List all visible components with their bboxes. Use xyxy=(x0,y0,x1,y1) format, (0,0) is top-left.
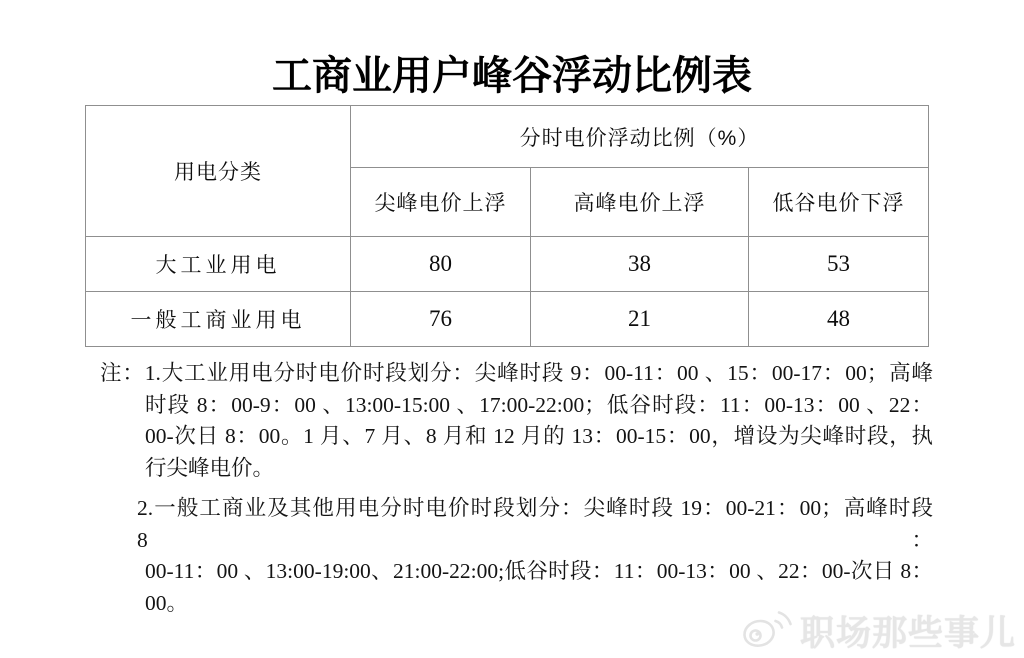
table-row xyxy=(86,237,929,292)
cell-value: 38 xyxy=(531,237,749,292)
table-row xyxy=(86,292,929,347)
watermark-text: 职场那些事儿 xyxy=(799,614,1016,653)
cell-value: 80 xyxy=(351,237,531,292)
table-header-row-group xyxy=(86,106,929,168)
note-line: 2.一般工商业及其他用电分时电价时段划分：尖峰时段 19：00-21：00；高峰时段 8： xyxy=(137,496,933,552)
cell-value: 48 xyxy=(749,292,929,347)
row-category-general-commercial: 一般工商业用电 xyxy=(86,292,351,347)
note-line xyxy=(100,358,933,390)
note-2 xyxy=(100,493,933,619)
note-text: 1.大工业用电分时电价时段划分：尖峰时段 9：00-11：00 、15：00-17：00；高峰 xyxy=(144,361,933,385)
note-line: 00。 xyxy=(145,590,189,615)
note-line: 00-11：00 、13:00-19:00、21:00-22:00;低谷时段：11：00-13：00 、22：00-次日 8： xyxy=(145,559,933,583)
header-peak-up: 高峰电价上浮 xyxy=(531,168,749,237)
cell-value: 76 xyxy=(351,292,531,347)
note-line: 00-次日 8：00。1 月、7 月、8 月和 12 月的 13：00-15：00，增设为尖峰时段，执 xyxy=(145,424,933,448)
weibo-watermark xyxy=(742,606,1016,656)
row-category-large-industry: 大工业用电 xyxy=(86,237,351,292)
header-tou-ratio-group: 分时电价浮动比例（%） xyxy=(351,106,929,168)
header-sharp-peak-up: 尖峰电价上浮 xyxy=(351,168,531,237)
peak-valley-ratio-table xyxy=(85,105,929,347)
cell-value: 53 xyxy=(749,237,929,292)
note-line: 时段 8：00-9：00 、13:00-15:00 、17:00-22:00；低谷时段：11：00-13：00 、22： xyxy=(145,392,933,417)
note-line: 行尖峰电价。 xyxy=(145,455,275,480)
footnotes xyxy=(100,358,933,619)
header-valley-down: 低谷电价下浮 xyxy=(749,168,929,237)
note-1 xyxy=(100,358,933,484)
cell-value: 21 xyxy=(531,292,749,347)
header-usage-category: 用电分类 xyxy=(86,106,351,237)
note-prefix: 注： xyxy=(100,361,145,385)
page-title: 工商业用户峰谷浮动比例表 xyxy=(272,53,752,98)
weibo-logo-icon xyxy=(742,608,794,655)
